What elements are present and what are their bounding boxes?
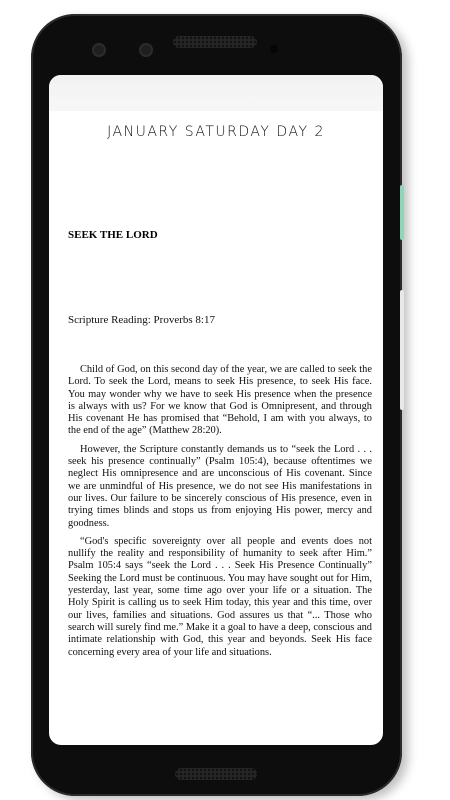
page-title: JANUARY SATURDAY DAY 2 [107, 124, 325, 140]
body-paragraph: “God's specific sovereignty over all people and events does not nullify the reality and responsibility of humanity to seek after Him.” Psalm 105:4 says “seek the Lord . . . Seek His Presence Continually” Seeking the Lord must be continuous. You may have sought out for Him, yesterday, last year, some time ago over your life or a situation. The Holy Spirit is calling us to seek Him today, this year and this time, over our lives, families and situations. God assures us that “... Those who search will surely find me.” Make it a goal to have a deep, conscious and intimate relationship with God, this year and beyonds. Seek His face concerning every area of your life and situations. [68, 535, 372, 658]
status-bar [49, 75, 383, 111]
bottom-speaker [175, 768, 257, 780]
body-paragraph: However, the Scripture constantly demands us to “seek the Lord . . . seek his presence continually” (Psalm 105:4), because oftentimes we neglect His omnipresence and are unconscious of His covenant. Since we are unmindful of His presence, we do not see His manifestations in our lives. Our failure to be sincerely conscious of His presence, even in trying times blinds and stops us from enjoying His power, mercy and goodness. [68, 443, 372, 529]
screen [49, 75, 383, 745]
volume-button[interactable] [400, 290, 404, 410]
devotional-heading: SEEK THE LORD [68, 229, 158, 241]
devotional-body [68, 364, 372, 665]
earpiece-speaker [173, 36, 257, 48]
body-paragraph: Child of God, on this second day of the year, we are called to seek the Lord. To seek the Lord, means to seek His presence, to seek His face. You may wonder why we have to seek His presence when the presence is always with us? For we know that God is Omnipresent, and through His covenant He has promised that “Behold, I am with you always, to the end of the age” (Matthew 28:20). [68, 364, 372, 437]
scripture-reference: Scripture Reading: Proverbs 8:17 [68, 314, 215, 326]
proximity-sensor [270, 45, 278, 53]
power-button[interactable] [400, 185, 404, 240]
front-camera-icon [139, 43, 153, 57]
front-camera-icon [92, 43, 106, 57]
